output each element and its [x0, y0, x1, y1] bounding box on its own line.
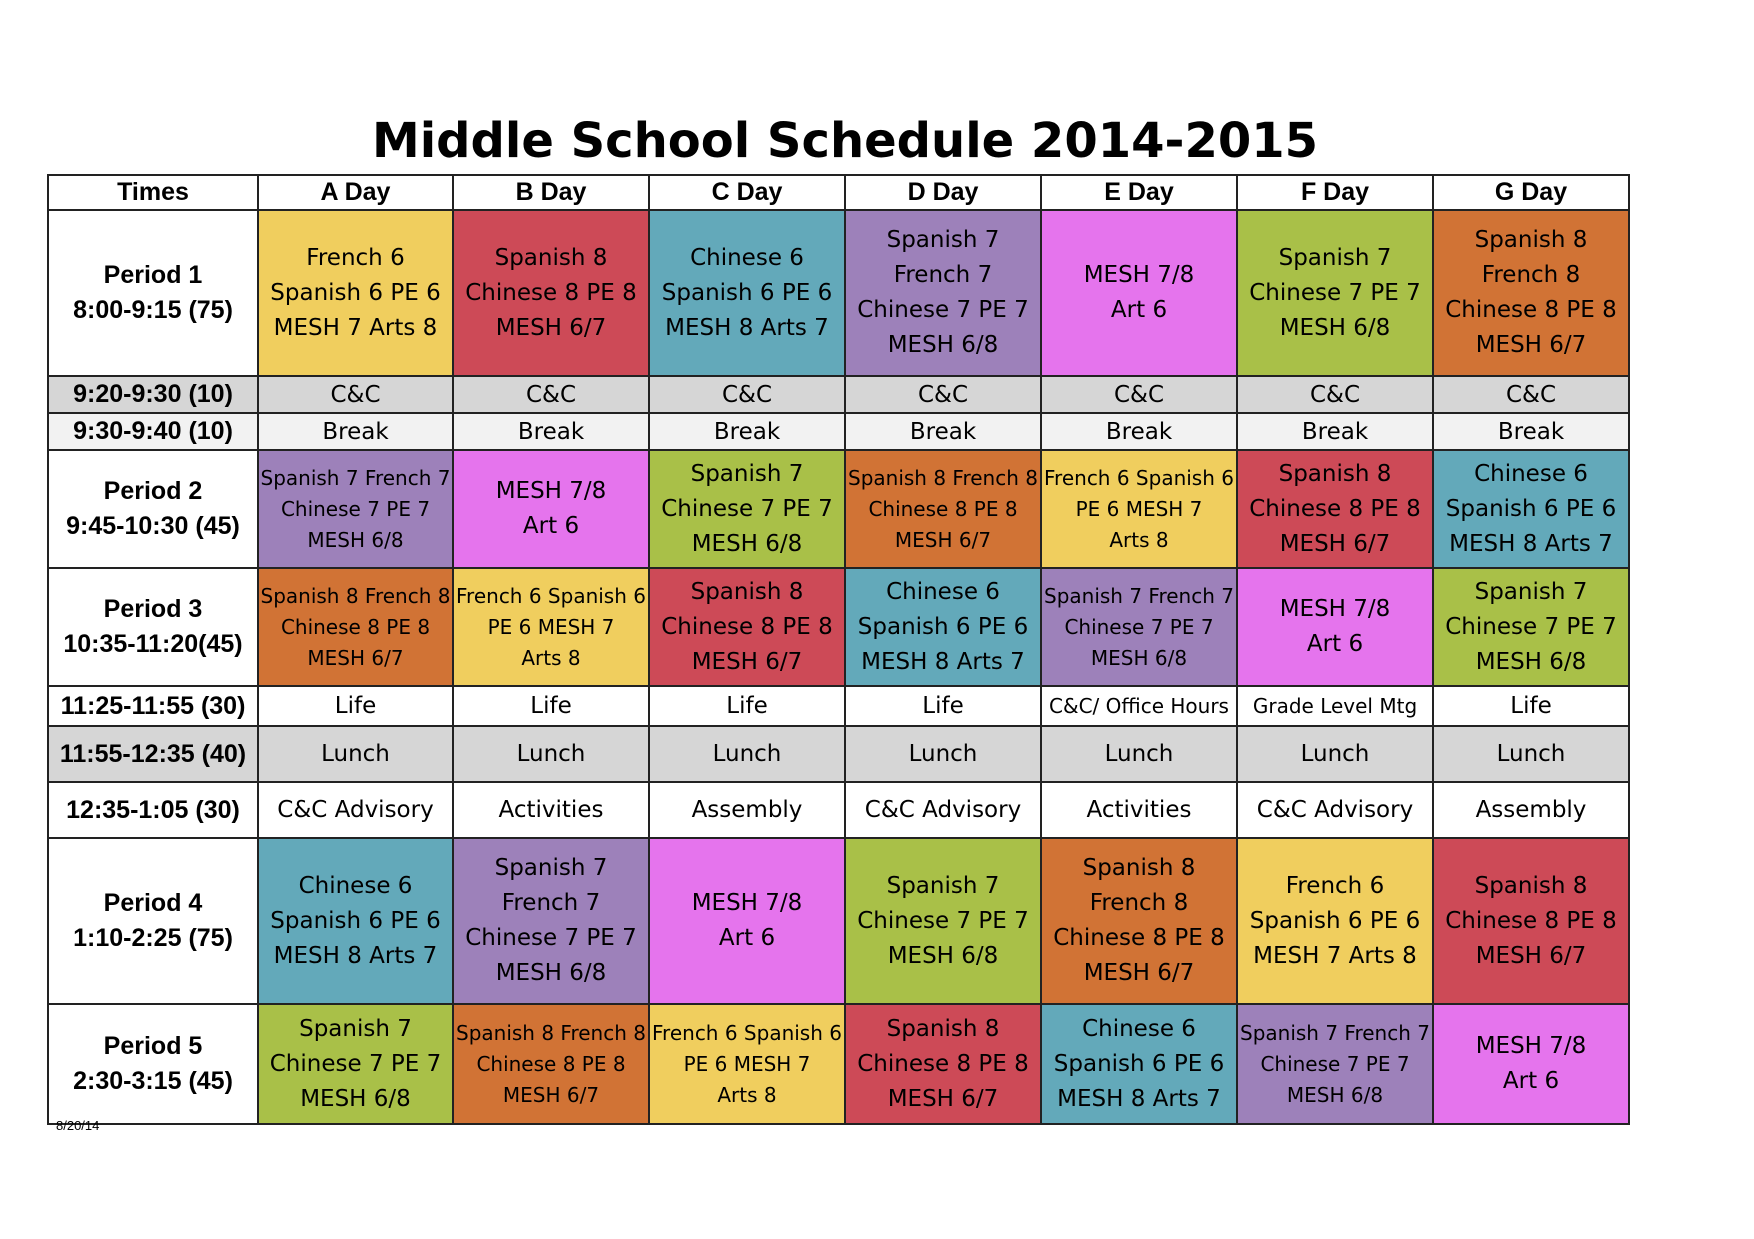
activity-cell-c-day: Lunch — [649, 726, 845, 782]
schedule-body — [48, 210, 1629, 1124]
time-label: 9:45-10:30 (45) — [66, 512, 240, 540]
class-cell-b-day — [453, 1004, 649, 1124]
class-line: Spanish 8 — [1474, 872, 1588, 899]
class-line: Spanish 6 PE 6 — [1249, 907, 1421, 934]
class-line: Spanish 7 — [886, 227, 1000, 253]
class-cell-c-day — [649, 210, 845, 376]
activity-cell-g-day: Life — [1433, 686, 1629, 726]
activity-cell-b-day: Break — [453, 413, 649, 450]
class-cell-d-day — [845, 838, 1041, 1004]
table-row — [48, 686, 1629, 726]
class-cell-f-day — [1237, 838, 1433, 1004]
time-label: Period 4 — [103, 889, 203, 917]
class-line: Spanish 8 — [494, 244, 608, 271]
activity-cell-b-day: Life — [453, 686, 649, 726]
class-line: French 8 — [1089, 890, 1189, 916]
class-line: Spanish 8 French 8 — [260, 583, 451, 608]
time-label: 9:30-9:40 (10) — [73, 417, 233, 445]
activity-cell-c-day: C&C — [649, 376, 845, 413]
time-label: 9:20-9:30 (10) — [73, 380, 233, 408]
class-line: Arts 8 — [1109, 527, 1169, 552]
class-line: MESH 7/8 — [1083, 262, 1195, 288]
time-cell — [48, 782, 258, 838]
class-line: Spanish 8 — [1082, 855, 1196, 881]
time-label: Period 3 — [103, 595, 203, 623]
header-e-day: E Day — [1041, 175, 1237, 210]
class-line: French 6 — [306, 244, 405, 271]
class-line: Spanish 6 PE 6 — [1445, 495, 1617, 522]
class-line: Spanish 7 — [494, 855, 608, 881]
table-row — [48, 450, 1629, 568]
class-line: Chinese 6 — [690, 244, 804, 271]
time-label: 12:35-1:05 (30) — [66, 795, 240, 824]
class-line: Spanish 8 — [886, 1015, 1000, 1042]
class-cell-a-day — [258, 450, 453, 568]
class-line: MESH 6/7 — [495, 314, 607, 341]
class-line: Spanish 6 PE 6 — [1053, 1050, 1225, 1077]
class-line: Art 6 — [1502, 1068, 1560, 1094]
class-cell-e-day — [1041, 210, 1237, 376]
class-line: Spanish 8 French 8 — [456, 1020, 646, 1045]
class-line: PE 6 MESH 7 — [1075, 496, 1203, 521]
class-line: Arts 8 — [717, 1082, 777, 1107]
time-label: Period 1 — [103, 261, 203, 289]
footer-date: 8/20/14 — [56, 1118, 100, 1133]
activity-cell-b-day: Lunch — [453, 726, 649, 782]
class-line: Chinese 8 PE 8 — [868, 496, 1018, 521]
class-cell-a-day — [258, 1004, 453, 1124]
time-label: 8:00-9:15 (75) — [73, 296, 233, 324]
class-line: French 8 — [1481, 262, 1581, 288]
class-line: MESH 6/8 — [691, 530, 803, 557]
class-cell-g-day — [1433, 210, 1629, 376]
class-line: Spanish 7 French 7 — [1044, 583, 1234, 608]
class-line: MESH 6/8 — [1286, 1082, 1384, 1107]
time-label: Period 2 — [103, 477, 203, 505]
class-line: MESH 6/7 — [1279, 530, 1391, 557]
class-line: Spanish 7 — [1474, 578, 1588, 605]
class-line: French 7 — [501, 890, 601, 916]
activity-cell-a-day: Break — [258, 413, 453, 450]
activity-cell-g-day: Break — [1433, 413, 1629, 450]
class-line: MESH 7/8 — [1279, 596, 1391, 622]
activity-cell-b-day: Activities — [453, 782, 649, 838]
time-label: 11:25-11:55 (30) — [60, 691, 246, 720]
class-cell-d-day — [845, 568, 1041, 686]
class-cell-c-day — [649, 1004, 845, 1124]
class-cell-b-day — [453, 210, 649, 376]
class-line: MESH 6/7 — [1083, 960, 1195, 986]
time-cell — [48, 450, 258, 568]
activity-cell-d-day: Lunch — [845, 726, 1041, 782]
class-line: MESH 6/7 — [691, 648, 803, 675]
time-cell — [48, 413, 258, 450]
class-line: French 6 — [1285, 872, 1385, 899]
class-line: Spanish 8 — [1474, 227, 1588, 253]
activity-cell-a-day: Lunch — [258, 726, 453, 782]
class-line: French 6 Spanish 6 — [652, 1020, 842, 1045]
page-title: Middle School Schedule 2014-2015 — [371, 113, 1319, 169]
class-line: MESH 7 Arts 8 — [1253, 942, 1417, 969]
header-times: Times — [48, 175, 258, 210]
class-line: French 7 — [893, 262, 993, 288]
class-line: MESH 8 Arts 7 — [1057, 1085, 1221, 1112]
activity-cell-g-day: Assembly — [1433, 782, 1629, 838]
class-line: Chinese 7 PE 7 — [1445, 613, 1617, 640]
class-line: MESH 8 Arts 7 — [1449, 530, 1613, 557]
class-cell-b-day — [453, 838, 649, 1004]
class-line: MESH 6/8 — [307, 527, 404, 552]
activity-cell-f-day: Break — [1237, 413, 1433, 450]
class-line: MESH 8 Arts 7 — [273, 942, 438, 969]
table-row — [48, 376, 1629, 413]
time-cell — [48, 726, 258, 782]
class-line: Chinese 8 PE 8 — [1445, 907, 1617, 934]
class-cell-d-day — [845, 210, 1041, 376]
class-line: Chinese 8 PE 8 — [1445, 297, 1617, 323]
activity-cell-d-day: C&C — [845, 376, 1041, 413]
class-line: MESH 6/8 — [300, 1085, 411, 1112]
activity-cell-e-day: C&C — [1041, 376, 1237, 413]
class-cell-a-day — [258, 210, 453, 376]
class-line: Chinese 6 — [886, 578, 1000, 605]
activity-cell-d-day: Life — [845, 686, 1041, 726]
table-row — [48, 782, 1629, 838]
class-line: Art 6 — [718, 925, 776, 951]
time-cell — [48, 568, 258, 686]
class-line: MESH 6/7 — [307, 645, 404, 670]
class-line: Spanish 8 — [1278, 460, 1392, 487]
class-cell-g-day — [1433, 1004, 1629, 1124]
class-line: Chinese 7 PE 7 — [1260, 1051, 1410, 1076]
class-line: MESH 7/8 — [495, 478, 607, 504]
class-line: French 6 Spanish 6 — [1044, 465, 1234, 490]
class-cell-c-day — [649, 568, 845, 686]
class-line: Art 6 — [1306, 631, 1364, 657]
class-line: Chinese 7 PE 7 — [269, 1050, 442, 1077]
header-b-day: B Day — [453, 175, 649, 210]
class-line: MESH 6/7 — [887, 1085, 999, 1112]
table-row — [48, 726, 1629, 782]
class-cell-g-day — [1433, 450, 1629, 568]
activity-cell-c-day: Break — [649, 413, 845, 450]
time-cell — [48, 376, 258, 413]
class-line: Chinese 7 PE 7 — [857, 907, 1029, 934]
class-line: Chinese 7 PE 7 — [1064, 614, 1214, 639]
activity-cell-g-day: Lunch — [1433, 726, 1629, 782]
class-line: Chinese 6 — [1082, 1015, 1196, 1042]
time-label: 1:10-2:25 (75) — [73, 924, 233, 952]
table-row — [48, 413, 1629, 450]
activity-cell-a-day: C&C Advisory — [258, 782, 453, 838]
class-line: Chinese 8 PE 8 — [280, 614, 431, 639]
class-line: MESH 6/7 — [894, 527, 992, 552]
class-line: Chinese 7 PE 7 — [661, 495, 833, 522]
class-line: Chinese 7 PE 7 — [1249, 279, 1421, 306]
time-label: 10:35-11:20(45) — [63, 630, 243, 658]
class-cell-b-day — [453, 568, 649, 686]
class-line: Chinese 8 PE 8 — [661, 613, 833, 640]
class-line: Chinese 8 PE 8 — [857, 1050, 1029, 1077]
table-row — [48, 568, 1629, 686]
table-row — [48, 210, 1629, 376]
header-a-day: A Day — [258, 175, 453, 210]
class-line: Chinese 7 PE 7 — [857, 297, 1029, 323]
class-line: MESH 6/8 — [495, 960, 607, 986]
class-line: Spanish 8 — [690, 578, 804, 605]
class-line: Art 6 — [1110, 297, 1168, 323]
class-cell-d-day — [845, 450, 1041, 568]
class-line: Spanish 6 PE 6 — [661, 279, 833, 306]
class-cell-d-day — [845, 1004, 1041, 1124]
class-cell-a-day — [258, 568, 453, 686]
class-line: MESH 6/8 — [1279, 314, 1391, 341]
class-cell-g-day — [1433, 568, 1629, 686]
class-line: MESH 6/7 — [1475, 942, 1587, 969]
time-cell — [48, 686, 258, 726]
class-cell-e-day — [1041, 450, 1237, 568]
activity-cell-c-day: Life — [649, 686, 845, 726]
class-line: Chinese 7 PE 7 — [280, 496, 431, 521]
header-d-day: D Day — [845, 175, 1041, 210]
class-line: Spanish 7 — [299, 1015, 412, 1042]
class-line: MESH 8 Arts 7 — [861, 648, 1025, 675]
table-row — [48, 1004, 1629, 1124]
time-label: Period 5 — [103, 1032, 203, 1060]
class-line: Art 6 — [522, 513, 580, 539]
header-c-day: C Day — [649, 175, 845, 210]
class-cell-e-day — [1041, 568, 1237, 686]
class-line: Spanish 7 — [1278, 244, 1392, 271]
class-line: MESH 6/7 — [502, 1082, 600, 1107]
activity-cell-f-day: Grade Level Mtg — [1237, 686, 1433, 726]
activity-cell-f-day: C&C Advisory — [1237, 782, 1433, 838]
header-f-day: F Day — [1237, 175, 1433, 210]
class-cell-f-day — [1237, 450, 1433, 568]
activity-cell-e-day: Activities — [1041, 782, 1237, 838]
class-line: Chinese 6 — [1474, 460, 1588, 487]
class-cell-c-day — [649, 838, 845, 1004]
class-line: Spanish 8 French 8 — [848, 465, 1038, 490]
class-line: MESH 7/8 — [1475, 1033, 1587, 1059]
class-line: Spanish 6 PE 6 — [270, 907, 441, 934]
time-label: 2:30-3:15 (45) — [73, 1067, 233, 1095]
activity-cell-d-day: C&C Advisory — [845, 782, 1041, 838]
class-line: French 6 Spanish 6 — [456, 583, 646, 608]
class-cell-c-day — [649, 450, 845, 568]
class-cell-e-day — [1041, 838, 1237, 1004]
class-line: MESH 6/8 — [1090, 645, 1188, 670]
class-line: Spanish 7 French 7 — [260, 465, 451, 490]
activity-cell-e-day: Break — [1041, 413, 1237, 450]
time-label: 11:55-12:35 (40) — [59, 739, 247, 768]
class-cell-f-day — [1237, 210, 1433, 376]
class-cell-e-day — [1041, 1004, 1237, 1124]
class-cell-g-day — [1433, 838, 1629, 1004]
class-line: Chinese 8 PE 8 — [465, 279, 637, 306]
activity-cell-c-day: Assembly — [649, 782, 845, 838]
activity-cell-a-day: C&C — [258, 376, 453, 413]
activity-cell-f-day: Lunch — [1237, 726, 1433, 782]
table-row — [48, 838, 1629, 1004]
class-cell-a-day — [258, 838, 453, 1004]
activity-cell-g-day: C&C — [1433, 376, 1629, 413]
class-line: Spanish 7 French 7 — [1240, 1020, 1430, 1045]
class-line: MESH 7 Arts 8 — [273, 314, 438, 341]
class-line: Chinese 8 PE 8 — [1053, 925, 1225, 951]
class-line: Chinese 8 PE 8 — [1249, 495, 1421, 522]
class-cell-b-day — [453, 450, 649, 568]
class-line: MESH 7/8 — [691, 890, 803, 916]
class-line: MESH 6/7 — [1475, 332, 1587, 358]
header-row — [48, 175, 1629, 210]
activity-cell-e-day: Lunch — [1041, 726, 1237, 782]
schedule-table — [47, 174, 1630, 1125]
class-line: Chinese 8 PE 8 — [476, 1051, 626, 1076]
class-line: Chinese 7 PE 7 — [465, 925, 637, 951]
class-line: Spanish 6 PE 6 — [270, 279, 441, 306]
class-line: MESH 6/8 — [1475, 648, 1587, 675]
class-line: Spanish 7 — [886, 872, 1000, 899]
time-cell — [48, 210, 258, 376]
time-cell — [48, 1004, 258, 1124]
class-line: Spanish 7 — [690, 460, 804, 487]
class-line: PE 6 MESH 7 — [683, 1051, 811, 1076]
activity-cell-a-day: Life — [258, 686, 453, 726]
class-line: MESH 6/8 — [887, 942, 999, 969]
class-line: Arts 8 — [521, 645, 581, 670]
header-g-day: G Day — [1433, 175, 1629, 210]
class-cell-f-day — [1237, 1004, 1433, 1124]
activity-cell-f-day: C&C — [1237, 376, 1433, 413]
class-line: MESH 8 Arts 7 — [665, 314, 829, 341]
class-cell-f-day — [1237, 568, 1433, 686]
class-line: Spanish 6 PE 6 — [857, 613, 1029, 640]
activity-cell-d-day: Break — [845, 413, 1041, 450]
activity-cell-e-day: C&C/ Office Hours — [1041, 686, 1237, 726]
class-line: PE 6 MESH 7 — [487, 614, 615, 639]
class-line: MESH 6/8 — [887, 332, 999, 358]
class-line: Chinese 6 — [298, 872, 413, 899]
activity-cell-b-day: C&C — [453, 376, 649, 413]
time-cell — [48, 838, 258, 1004]
